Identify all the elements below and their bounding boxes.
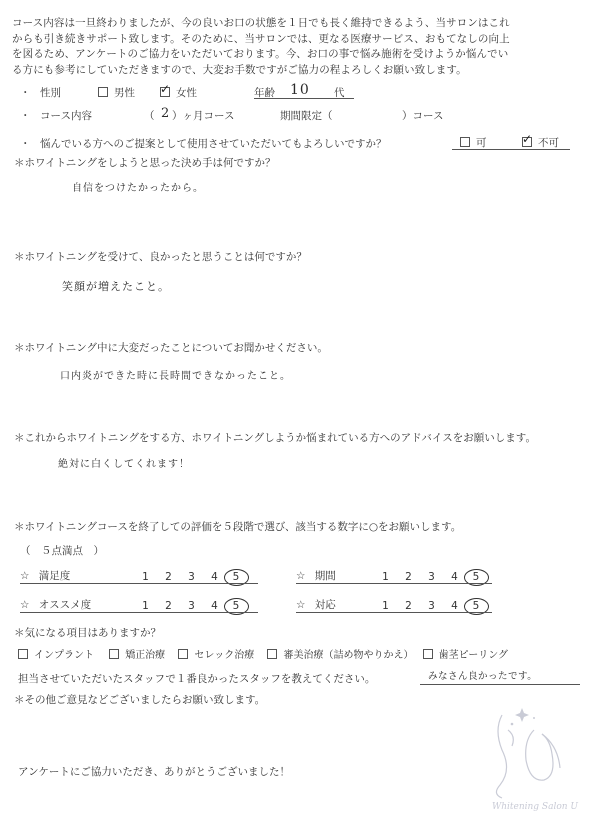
rating-label: 期間: [314, 570, 336, 582]
limited-label: 期間限定（: [280, 110, 333, 122]
rating-numbers-service[interactable]: 1 2 3 4 5: [374, 598, 489, 615]
q4-answer: 絶対に白くしてくれます！: [58, 459, 190, 470]
months-close: ）ヶ月コース: [172, 110, 235, 122]
interest-checkbox[interactable]: [109, 649, 119, 659]
no-checkbox[interactable]: [522, 132, 533, 147]
permission-yes-option[interactable]: 可: [460, 136, 487, 150]
rating-label: 満足度: [38, 570, 71, 582]
selected-rating[interactable]: 5: [464, 598, 489, 615]
bullet: ・: [20, 138, 31, 150]
yes-checkbox[interactable]: [460, 137, 470, 147]
rating-label: オススメ度: [38, 599, 92, 611]
rating-question: ＊ホワイトニングコースを終了しての評価を５段階で選び、該当する数字に○をお願いします。: [14, 521, 462, 533]
interest-checkbox[interactable]: [423, 649, 433, 659]
selected-rating[interactable]: 5: [224, 598, 249, 615]
q1-question: ＊ホワイトニングをしようと思った決め手は何ですか？: [14, 157, 276, 169]
intro-paragraph: [12, 16, 590, 78]
q2-question: ＊ホワイトニングを受けて、良かったと思うことは何ですか？: [14, 251, 307, 263]
age-value: 10: [290, 82, 310, 98]
other-question: ＊その他ご意見などございましたらお願い致します。: [14, 694, 266, 706]
star-icon: ☆: [296, 570, 306, 582]
age-label: 年齢: [254, 87, 275, 99]
gender-label: 性別: [40, 87, 61, 99]
rating-row: [296, 598, 336, 612]
star-icon: ☆: [20, 570, 30, 582]
gender-female-option[interactable]: ✓ 女性: [160, 82, 197, 99]
interest-checkbox[interactable]: [18, 649, 28, 659]
staff-underline: [420, 684, 580, 685]
bullet: ・: [20, 87, 31, 99]
star-icon: ☆: [20, 599, 30, 611]
interests-question: ＊気になる項目はありますか？: [14, 627, 161, 639]
interest-option-gum-peeling[interactable]: 歯茎ピーリング: [423, 650, 508, 661]
rating-numbers-recommend[interactable]: 1 2 3 4 5: [134, 598, 249, 615]
gender-male-option[interactable]: 男性: [98, 86, 135, 100]
months-value: 2: [161, 106, 171, 121]
interest-option-aesthetic[interactable]: 審美治療（詰め物やりかえ）: [267, 650, 413, 661]
rating-row: [20, 598, 91, 612]
interest-option-ortho[interactable]: 矯正治療: [109, 650, 165, 661]
closing-message: アンケートにご協力いただき、ありがとうございました！: [18, 766, 290, 778]
age-unit: 代: [334, 87, 345, 99]
selected-rating[interactable]: 5: [464, 569, 489, 586]
salon-logo: [472, 690, 582, 820]
check-mark-icon: ✓: [160, 82, 171, 96]
male-checkbox[interactable]: [98, 87, 108, 97]
permission-no-option[interactable]: ✓ 不可: [522, 132, 559, 149]
q4-question: ＊これからホワイトニングをする方、ホワイトニングしようか悩まれている方へのアドバイスをお願いします。: [14, 432, 536, 444]
rating-label: 対応: [314, 599, 336, 611]
months-open: （: [144, 110, 155, 122]
q2-answer: 笑顔が増えたこと。: [62, 280, 170, 293]
intro-line: る方にも参考にしていただきますので、大変お手数ですがご協力の程よろしくお願い致します。: [12, 63, 467, 76]
logo-text: Whitening Salon U: [491, 802, 579, 812]
rating-numbers-satisfaction[interactable]: 1 2 3 4 5: [134, 569, 249, 586]
q3-answer: 口内炎ができた時に長時間できなかったこと。: [60, 371, 291, 382]
rating-row: [296, 569, 336, 583]
intro-line: を図るため、アンケートのご協力をいただいております。今、お口の事で悩み施術を受けようか悩んでい: [12, 48, 509, 60]
limited-close: ）コース: [402, 110, 444, 122]
intro-line: からも引き続きサポート致します。そのために、当サロンでは、更なる医療サービス、おもてなしの向上: [12, 32, 510, 45]
salon-logo-mark: [472, 690, 582, 820]
intro-line: コース内容は一旦終わりましたが、今の良いお口の状態を１日でも長く維持できるよう、当サロンはこれ: [12, 17, 510, 29]
permission-question: 悩んでいる方へのご提案として使用させていただいてもよろしいですか？: [40, 138, 387, 150]
rating-scale-note: （ ５点満点 ）: [20, 545, 104, 557]
interests-options: [18, 649, 508, 663]
interest-option-implant[interactable]: インプラント: [18, 650, 94, 661]
course-label: コース内容: [40, 110, 92, 122]
interest-checkbox[interactable]: [267, 649, 277, 659]
star-icon: ☆: [296, 599, 306, 611]
interest-option-cerec[interactable]: セレック治療: [178, 650, 254, 661]
interest-checkbox[interactable]: [178, 649, 188, 659]
check-mark-icon: ✓: [522, 132, 533, 146]
q3-question: ＊ホワイトニング中に大変だったことについてお聞かせください。: [14, 342, 328, 354]
q1-answer: 自信をつけたかったから。: [72, 183, 204, 194]
staff-answer: みなさん良かったです。: [428, 671, 538, 682]
selected-rating[interactable]: 5: [224, 569, 249, 586]
rating-row: [20, 569, 70, 583]
rating-numbers-period[interactable]: 1 2 3 4 5: [374, 569, 489, 586]
female-checkbox[interactable]: [160, 82, 171, 97]
staff-question: 担当させていただいたスタッフで１番良かったスタッフを教えてください。: [18, 673, 376, 685]
bullet: ・: [20, 110, 31, 122]
